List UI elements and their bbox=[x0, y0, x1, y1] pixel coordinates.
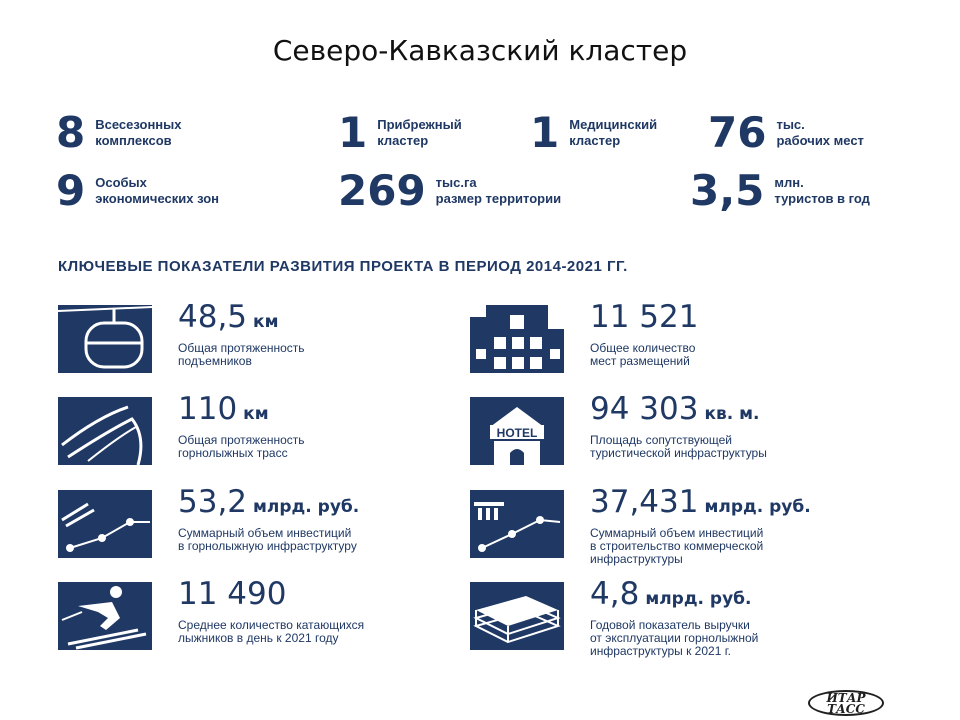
kpi-description: Общая протяженность горнолыжных трасс bbox=[178, 433, 305, 460]
logo-line1: ИТАР bbox=[826, 691, 866, 705]
stat-medical-cluster bbox=[530, 108, 658, 157]
stat-jobs bbox=[708, 108, 864, 157]
stat-label: Медицинский кластер bbox=[569, 117, 658, 148]
itar-tass-logo bbox=[808, 690, 884, 716]
stat-number: 1 bbox=[530, 108, 560, 157]
stat-number: 269 bbox=[338, 166, 426, 215]
kpi-description: Площадь сопутствующей туристической инфраструктуры bbox=[590, 433, 767, 460]
page-title: Северо-Кавказский кластер bbox=[272, 34, 688, 67]
stat-number: 8 bbox=[56, 108, 86, 157]
logo-line2: ТАСС bbox=[827, 702, 865, 716]
hotel-icon bbox=[470, 397, 564, 465]
bank-growth-icon bbox=[470, 490, 564, 558]
stat-label: тыс. рабочих мест bbox=[776, 117, 864, 148]
stat-tourists bbox=[690, 166, 870, 215]
kpi-value: 110 bbox=[178, 391, 238, 427]
kpi-description: Суммарный объем инвестиций в горнолыжную инфраструктуру bbox=[178, 526, 357, 553]
kpi-value: 4,8 bbox=[590, 576, 640, 612]
kpi-ski-investments bbox=[58, 484, 360, 558]
stat-label: Прибрежный кластер bbox=[377, 117, 462, 148]
kpi-description: Среднее количество катающихся лыжников в день к 2021 году bbox=[178, 618, 365, 645]
kpi-description: Общая протяженность подъемников bbox=[178, 341, 305, 368]
section-title: КЛЮЧЕВЫЕ ПОКАЗАТЕЛИ РАЗВИТИЯ ПРОЕКТА В ПЕРИОД 2014-2021 ГГ. bbox=[58, 258, 628, 275]
stat-territory bbox=[338, 166, 562, 215]
kpi-infrastructure-area bbox=[470, 391, 767, 465]
kpi-description: Общее количество мест размещений bbox=[590, 341, 696, 368]
kpi-value: 11 490 bbox=[178, 576, 287, 612]
kpi-unit: млрд. руб. bbox=[645, 589, 752, 609]
kpi-slopes-length bbox=[58, 391, 305, 465]
kpi-unit: км bbox=[243, 404, 269, 424]
svg-text:HOTEL: HOTEL bbox=[496, 426, 538, 440]
kpi-value: 37,431 bbox=[590, 484, 699, 520]
skier-icon bbox=[58, 582, 152, 650]
skis-growth-icon bbox=[58, 490, 152, 558]
stat-number: 9 bbox=[56, 166, 86, 215]
stat-label: Всесезонных комплексов bbox=[95, 117, 182, 148]
kpi-value: 48,5 bbox=[178, 299, 248, 335]
money-stack-icon bbox=[470, 582, 564, 650]
kpi-description: Годовой показатель выручки от эксплуатации горнолыжной инфраструктуры к 2021 г. bbox=[590, 618, 759, 658]
stat-number: 1 bbox=[338, 108, 368, 157]
kpi-accommodation bbox=[470, 299, 704, 373]
stat-complexes bbox=[56, 108, 182, 157]
stat-economic-zones bbox=[56, 166, 220, 215]
kpi-value: 53,2 bbox=[178, 484, 248, 520]
stat-number: 3,5 bbox=[690, 166, 765, 215]
kpi-unit: млрд. руб. bbox=[704, 497, 811, 517]
kpi-value: 11 521 bbox=[590, 299, 699, 335]
ski-slope-icon bbox=[58, 397, 152, 465]
kpi-unit: кв. м. bbox=[704, 404, 760, 424]
stat-coastal-cluster bbox=[338, 108, 462, 157]
kpi-description: Суммарный объем инвестиций в строительство коммерческой инфраструктуры bbox=[590, 526, 764, 566]
cable-car-icon bbox=[58, 305, 152, 373]
kpi-commercial-investments bbox=[470, 484, 811, 566]
kpi-unit: млрд. руб. bbox=[253, 497, 360, 517]
kpi-unit: км bbox=[253, 312, 279, 332]
building-icon bbox=[470, 305, 564, 373]
stat-label: млн. туристов в год bbox=[774, 175, 870, 206]
kpi-lifts-length bbox=[58, 299, 305, 373]
stat-label: тыс.га размер территории bbox=[435, 175, 562, 206]
stat-label: Особых экономических зон bbox=[95, 175, 220, 206]
kpi-skiers-per-day bbox=[58, 576, 365, 650]
stat-number: 76 bbox=[708, 108, 767, 157]
kpi-value: 94 303 bbox=[590, 391, 699, 427]
kpi-annual-revenue bbox=[470, 576, 759, 658]
